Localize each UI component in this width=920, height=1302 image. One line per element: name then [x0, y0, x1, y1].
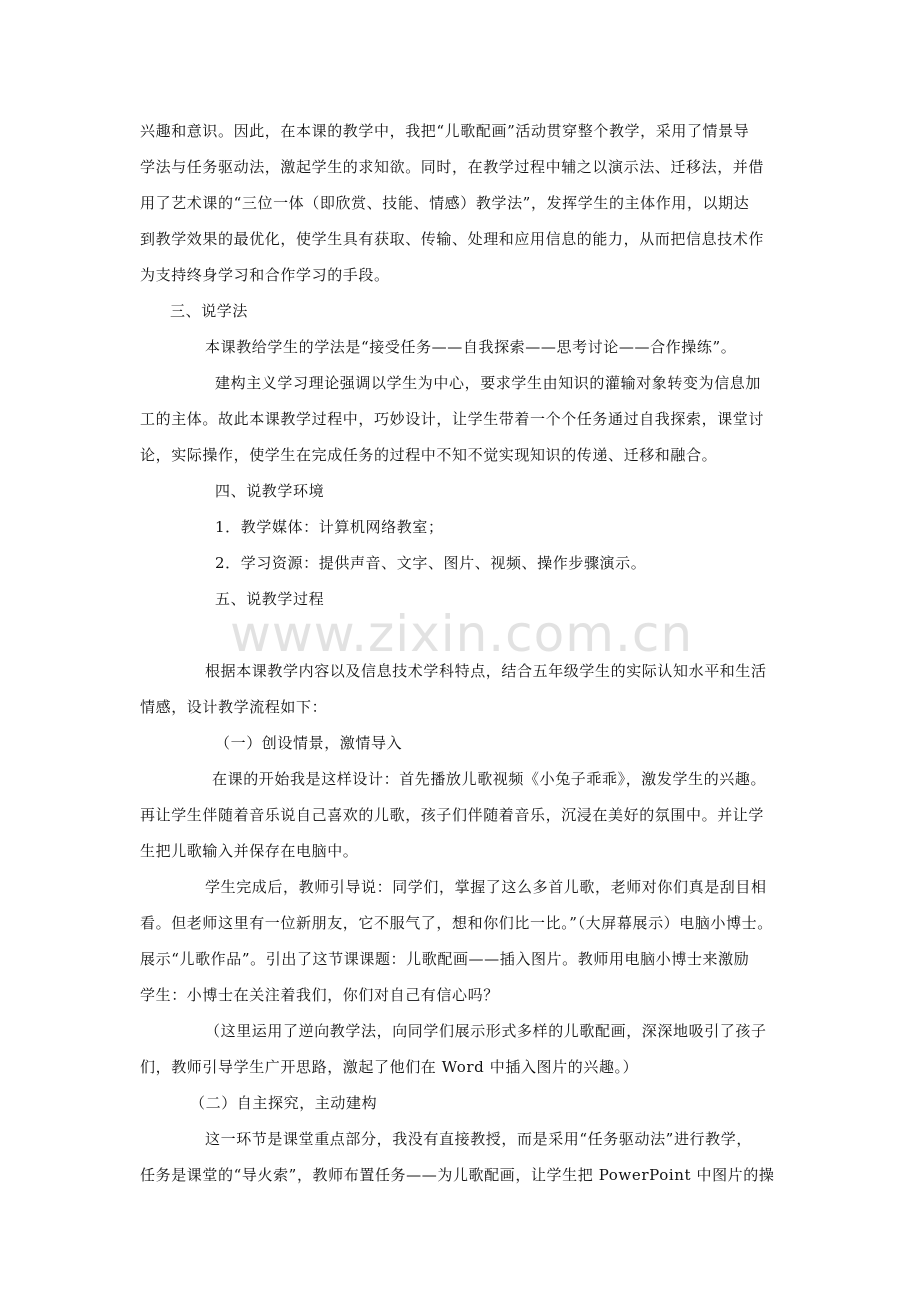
- paragraph-line: 学生完成后，教师引导说：同学们，掌握了这么多首儿歌，老师对你们真是刮目相: [205, 878, 767, 896]
- subsection-heading: （一）创设情景，激情导入: [215, 734, 403, 752]
- list-item: 2．学习资源：提供声音、文字、图片、视频、操作步骤演示。: [215, 554, 647, 572]
- paragraph-line: 生把儿歌输入并保存在电脑中。: [140, 842, 359, 860]
- paragraph-line: 本课教给学生的学法是“接受任务——自我探索——思考讨论——合作操练”。: [205, 338, 737, 356]
- list-item: 1．教学媒体：计算机网络教室；: [215, 518, 444, 536]
- paragraph-line: 兴趣和意识。因此，在本课的教学中，我把“儿歌配画”活动贯穿整个教学，采用了情景导: [140, 122, 750, 140]
- paragraph-line: 为支持终身学习和合作学习的手段。: [140, 266, 390, 284]
- paragraph-line: 论，实际操作，使学生在完成任务的过程中不知不觉实现知识的传递、迁移和融合。: [140, 446, 718, 464]
- paragraph-line: 再让学生伴随着音乐说自己喜欢的儿歌，孩子们伴随着音乐，沉浸在美好的氛围中。并让学: [140, 806, 765, 824]
- paragraph-line: 用了艺术课的“三位一体（即欣赏、技能、情感）教学法”，发挥学生的主体作用，以期达: [140, 194, 750, 212]
- paragraph-line: 情感，设计教学流程如下：: [140, 698, 328, 716]
- section-heading: 三、说学法: [170, 302, 249, 320]
- section-heading: 四、说教学环境: [215, 482, 325, 500]
- paragraph-line: 学生：小博士在关注着我们，你们对自己有信心吗？: [140, 986, 499, 1004]
- paragraph-line: 展示“儿歌作品”。引出了这节课课题：儿歌配画——插入图片。教师用电脑小博士来激励: [140, 950, 750, 968]
- paragraph-line: 建构主义学习理论强调以学生为中心，要求学生由知识的灌输对象转变为信息加: [215, 374, 762, 392]
- subsection-heading: （二）自主探究，主动建构: [190, 1094, 378, 1112]
- section-heading: 五、说教学过程: [215, 590, 325, 608]
- paragraph-line: 们，教师引导学生广开思路，激起了他们在 Word 中插入图片的兴趣。）: [140, 1058, 639, 1076]
- paragraph-line: 根据本课教学内容以及信息技术学科特点，结合五年级学生的实际认知水平和生活: [205, 662, 767, 680]
- paragraph-line: 在课的开始我是这样设计：首先播放儿歌视频《小兔子乖乖》，激发学生的兴趣。: [212, 770, 767, 788]
- watermark: www.zixin.com.cn: [230, 605, 694, 663]
- paragraph-line: 看。但老师这里有一位新朋友，它不服气了，想和你们比一比。”（大屏幕展示）电脑小博士。: [140, 914, 773, 932]
- paragraph-line: （这里运用了逆向教学法，向同学们展示形式多样的儿歌配画，深深地吸引了孩子: [205, 1022, 767, 1040]
- paragraph-line: 这一环节是课堂重点部分，我没有直接教授，而是采用“任务驱动法”进行教学，: [205, 1130, 752, 1148]
- paragraph-line: 工的主体。故此本课教学过程中，巧妙设计，让学生带着一个个任务通过自我探索，课堂讨: [140, 410, 765, 428]
- paragraph-line: 到教学效果的最优化，使学生具有获取、传输、处理和应用信息的能力，从而把信息技术作: [140, 230, 765, 248]
- paragraph-line: 任务是课堂的“导火索”，教师布置任务——为儿歌配画，让学生把 PowerPoint 中图片的操: [140, 1166, 775, 1184]
- paragraph-line: 学法与任务驱动法，激起学生的求知欲。同时，在教学过程中辅之以演示法、迁移法，并借: [140, 158, 765, 176]
